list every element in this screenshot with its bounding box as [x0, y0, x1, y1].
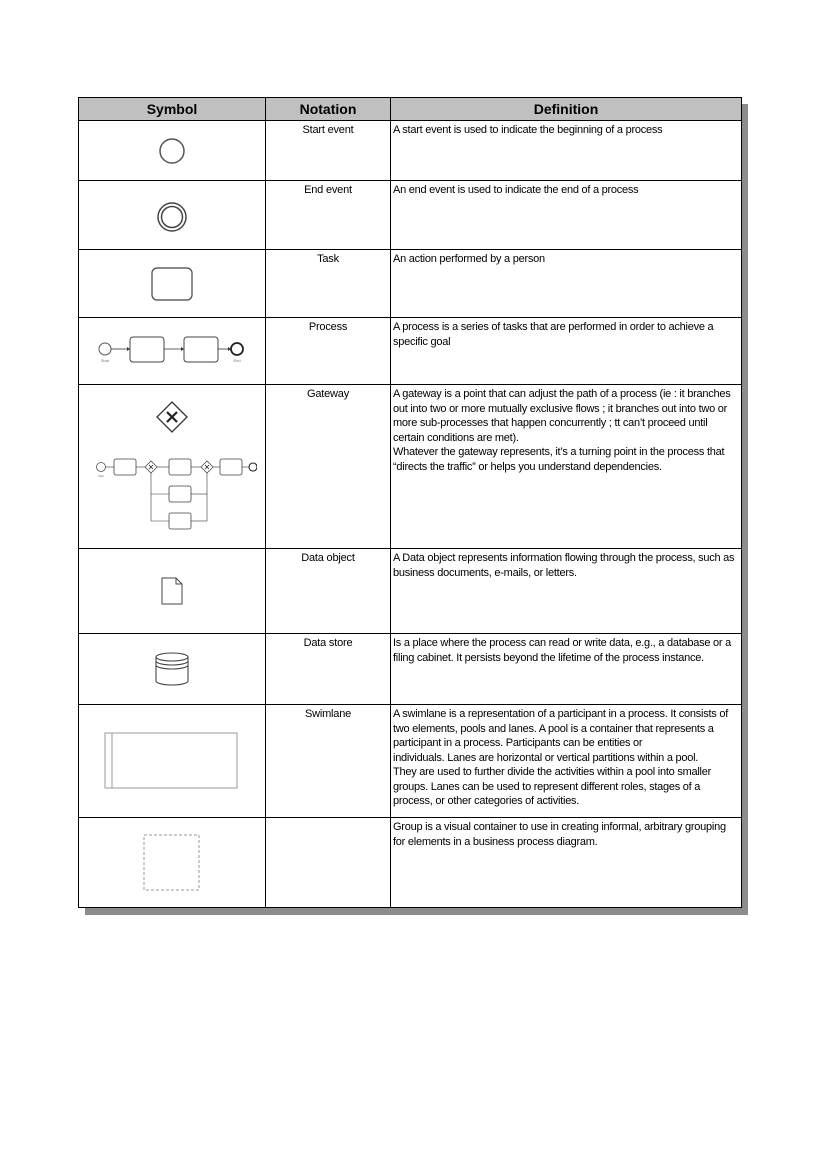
process-diagram-icon — [97, 334, 247, 368]
definition-text: Group is a visual container to use in creating informal, arbitrary grouping for elements in a business process diagram. — [393, 821, 726, 848]
definition-text: They are used to further divide the activities within a pool into smaller groups. Lanes can be used to represent different roles, stages of a process, or other categories of activities. — [393, 766, 712, 807]
definition-text: individuals. Lanes are horizontal or vertical partitions within a pool. — [393, 751, 699, 764]
header-row — [79, 98, 742, 121]
end-event-icon — [155, 200, 189, 234]
process-start-label: Start — [100, 358, 110, 363]
notation-cell: Task — [266, 250, 391, 318]
start-event-icon — [157, 136, 187, 166]
task-icon — [150, 266, 194, 302]
definition-cell — [391, 250, 742, 318]
gateway-diagram-icon — [87, 397, 257, 537]
definition-cell — [391, 181, 742, 250]
symbol-cell — [79, 121, 266, 181]
table-row — [79, 121, 742, 181]
header-notation: Notation — [266, 98, 391, 121]
data-object-icon — [160, 576, 184, 606]
notation-cell: Data object — [266, 549, 391, 634]
table-row — [79, 181, 742, 250]
definition-text: A Data object represents information flowing through the process, such as business documents, e-mails, or letters. — [393, 552, 735, 579]
definition-cell — [391, 549, 742, 634]
symbol-cell — [79, 818, 266, 908]
notation-cell: Gateway — [266, 385, 391, 549]
definition-text: A swimlane is a representation of a participant in a process. It consists of two elements, pools and lanes. A pool is a container that represents a participant in a process. Participants can be entities or — [393, 708, 729, 749]
symbol-cell — [79, 250, 266, 318]
definition-text: Is a place where the process can read or write data, e.g., a database or a filing cabinet. It persists beyond the lifetime of the process instance. — [393, 637, 731, 664]
definition-text: A start event is used to indicate the beginning of a process — [393, 124, 663, 136]
notation-cell: Data store — [266, 634, 391, 705]
table-row — [79, 385, 742, 549]
bpmn-notation-table — [78, 97, 742, 908]
definition-cell — [391, 121, 742, 181]
definition-text: Whatever the gateway represents, it’s a turning point in the process that “directs the traffic” or helps you understand dependencies. — [393, 446, 725, 473]
symbol-cell — [79, 385, 266, 549]
symbol-cell — [79, 181, 266, 250]
symbol-cell — [79, 549, 266, 634]
table-row — [79, 549, 742, 634]
bpmn-notation-table-wrapper — [78, 97, 741, 908]
table-row — [79, 705, 742, 818]
notation-cell: Process — [266, 318, 391, 385]
gateway-start-label: Start — [97, 473, 105, 478]
exclusive-gateway-icon — [157, 402, 187, 432]
definition-text: A process is a series of tasks that are performed in order to achieve a specific goal — [393, 321, 714, 348]
definition-cell — [391, 318, 742, 385]
definition-cell — [391, 818, 742, 908]
notation-cell: End event — [266, 181, 391, 250]
notation-cell — [266, 818, 391, 908]
symbol-cell — [79, 705, 266, 818]
notation-cell: Start event — [266, 121, 391, 181]
notation-cell: Swimlane — [266, 705, 391, 818]
definition-text: A gateway is a point that can adjust the path of a process (ie : it branches out into two or more mutually exclusive flows ; it branches out into two or more sub-processes that happen concurrently ; tt can’t proceed until certain conditions are met). — [393, 388, 731, 444]
symbol-cell — [79, 318, 266, 385]
definition-text: An action performed by a person — [393, 253, 545, 265]
header-symbol: Symbol — [79, 98, 266, 121]
swimlane-icon — [104, 732, 240, 790]
process-end-label: End — [233, 358, 241, 363]
table-row — [79, 634, 742, 705]
definition-cell — [391, 634, 742, 705]
definition-text: An end event is used to indicate the end of a process — [393, 184, 639, 196]
table-row — [79, 250, 742, 318]
table-row — [79, 818, 742, 908]
data-store-icon — [153, 651, 191, 687]
definition-cell — [391, 385, 742, 549]
definition-cell — [391, 705, 742, 818]
table-row — [79, 318, 742, 385]
symbol-cell — [79, 634, 266, 705]
header-definition: Definition — [391, 98, 742, 121]
group-icon — [143, 834, 201, 892]
